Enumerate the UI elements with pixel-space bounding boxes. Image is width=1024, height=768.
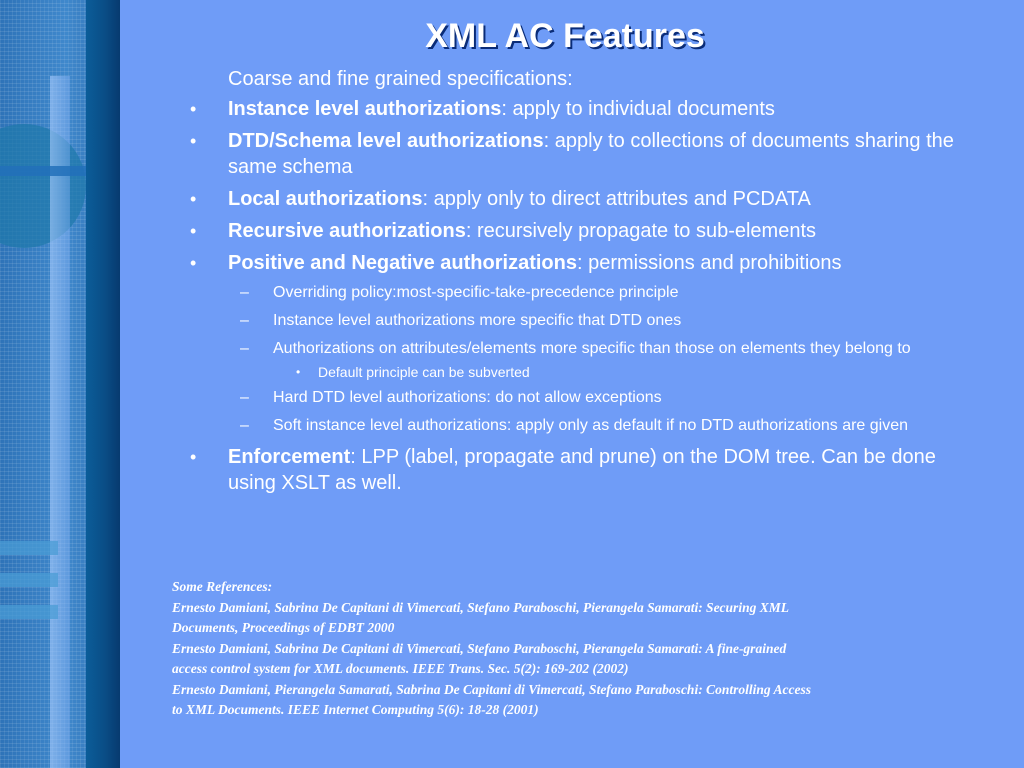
intro-text: Coarse and fine grained specifications: [228, 68, 573, 90]
slide-title: XML AC Features [425, 17, 705, 55]
bullet-instance-authorizations [182, 96, 962, 122]
reference-line: Ernesto Damiani, Sabrina De Capitani di Vimercati, Stefano Paraboschi, Pierangela Samarati: A fine-grained [172, 640, 787, 656]
bullet-heading: Positive and Negative authorizations [228, 252, 577, 274]
bullet-heading: Local authorizations [228, 188, 423, 210]
sub-sub-bullet-default-principle: • Default principle can be subverted [273, 362, 962, 382]
sub-bullet-hard-dtd-authorizations: – Hard DTD level authorizations: do not allow exceptions [228, 386, 962, 410]
sub-sub-bullet-list [273, 362, 962, 382]
slide-content [120, 0, 1024, 768]
bullet-text: : apply only to direct attributes and PCDATA [422, 188, 811, 210]
sub-bullet-attribute-specificity [228, 337, 962, 382]
decorative-circle [0, 124, 86, 248]
references-block [172, 577, 1002, 721]
reference-line: Documents, Proceedings of EDBT 2000 [172, 620, 395, 635]
decorative-stripe [86, 0, 120, 768]
reference-line: to XML Documents. IEEE Internet Computing 5(6): 18-28 (2001) [172, 702, 539, 717]
bullet-text: : apply to collections of documents sharing the same schema [228, 130, 954, 178]
bullet-heading: Enforcement [228, 446, 351, 468]
decorative-block [0, 573, 58, 587]
bullet-text: : recursively propagate to sub-elements [465, 220, 817, 242]
references-title: Some References: [172, 579, 273, 594]
sub-bullet-list [228, 281, 962, 438]
decorative-block [0, 605, 58, 619]
sub-bullet-overriding-policy: – Overriding policy:most-specific-take-precedence principle [228, 281, 962, 305]
bullet-positive-negative-authorizations [182, 250, 962, 438]
bullet-recursive-authorizations [182, 218, 962, 244]
sub-bullet-soft-instance-authorizations: – Soft instance level authorizations: apply only as default if no DTD authorizations are given [228, 414, 962, 438]
bullet-text: : apply to individual documents [501, 98, 775, 120]
bullet-heading: DTD/Schema level authorizations [228, 130, 544, 152]
decorative-sidebar [0, 0, 120, 768]
reference-line: Ernesto Damiani, Sabrina De Capitani di Vimercati, Stefano Paraboschi, Pierangela Samarati: Securing XML [172, 599, 789, 615]
bullet-text: : LPP (label, propagate and prune) on the DOM tree. Can be done using XSLT as well. [228, 446, 936, 494]
bullet-local-authorizations [182, 186, 962, 212]
bullet-text: : permissions and prohibitions [576, 252, 842, 274]
decorative-block [0, 541, 58, 555]
sub-bullet-instance-specificity: – Instance level authorizations more specific that DTD ones [228, 309, 962, 333]
decorative-light-bar [50, 76, 70, 768]
reference-line: access control system for XML documents. IEEE Trans. Sec. 5(2): 169-202 (2002) [172, 661, 629, 676]
bullet-list [182, 96, 962, 496]
reference-line: Ernesto Damiani, Pierangela Samarati, Sabrina De Capitani di Vimercati, Stefano Paraboschi: Controlling Access [172, 681, 811, 697]
bullet-heading: Recursive authorizations [228, 220, 466, 242]
bullet-enforcement [182, 444, 962, 496]
sub-bullet-text: Authorizations on attributes/elements more specific than those on elements they belong to [273, 340, 911, 357]
slide-body [182, 67, 962, 502]
bullet-heading: Instance level authorizations [228, 98, 502, 120]
bullet-dtd-schema-authorizations [182, 128, 962, 180]
